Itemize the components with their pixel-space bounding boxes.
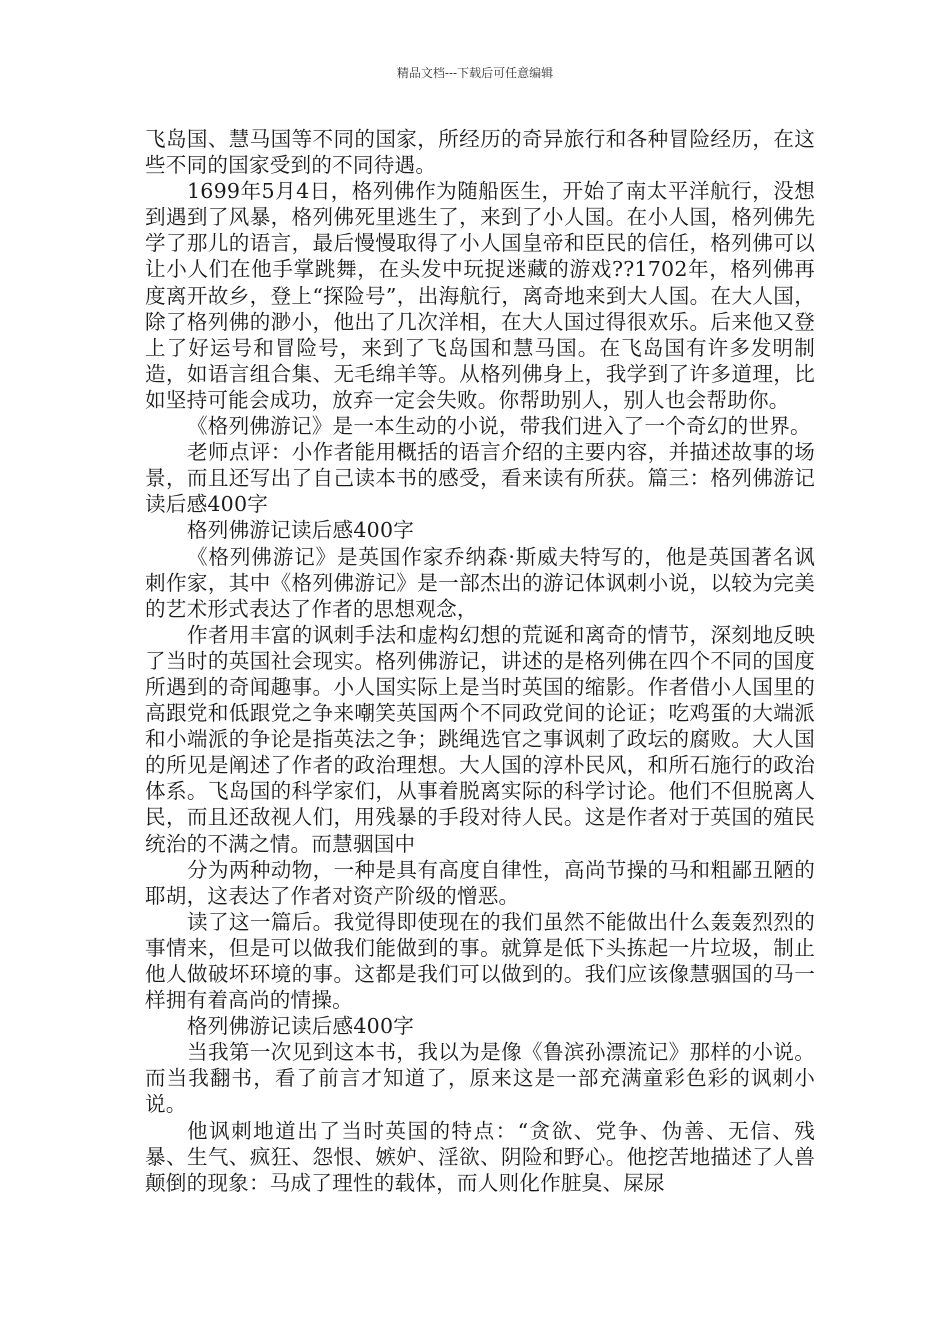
paragraph: 当我第一次见到这本书，我以为是像《鲁滨孙漂流记》那样的小说。而当我翻书，看了前言才知道了，原来这是一部充满童彩色彩的讽刺小说。 (145, 1040, 815, 1117)
section-heading: 格列佛游记读后感400字 (187, 1014, 415, 1039)
section-heading: 格列佛游记读后感400字 (187, 518, 415, 543)
paragraph: 《格列佛游记》是英国作家乔纳森·斯威夫特写的，他是英国著名讽刺作家，其中《格列佛游记》是一部杰出的游记体讽刺小说，以较为完美的艺术形式表达了作者的思想观念， (145, 544, 815, 621)
paragraph: 读了这一篇后。我觉得即使现在的我们虽然不能做出什么轰轰烈烈的事情来，但是可以做我们能做到的事。就算是低下头拣起一片垃圾，制止他人做破坏环境的事。这都是我们可以做到的。我们应该像慧骃国的马一样拥有着高尚的情操。 (145, 909, 815, 1013)
paragraph: 《格列佛游记》是一本生动的小说，带我们进入了一个奇幻的世界。 (187, 414, 811, 439)
paragraph: 分为两种动物，一种是具有高度自律性，高尚节操的马和粗鄙丑陋的耶胡，这表达了作者对资产阶级的憎恶。 (145, 857, 815, 908)
paragraph: 作者用丰富的讽刺手法和虚构幻想的荒诞和离奇的情节，深刻地反映了当时的英国社会现实。格列佛游记，讲述的是格列佛在四个不同的国度所遇到的奇闻趣事。小人国实际上是当时英国的缩影。作者借小人国里的高跟党和低跟党之争来嘲笑英国两个不同政党间的论证；吃鸡蛋的大端派和小端派的争论是指英法之争；跳绳选官之事讽刺了政坛的腐败。大人国的所见是阐述了作者的政治理想。大人国的淳朴民风，和所石施行的政治体系。飞岛国的科学家们，从事着脱离实际的科学讨论。他们不但脱离人民，而且还敌视人们，用残暴的手段对待人民。这是作者对于英国的殖民统治的不满之情。而慧骃国中 (145, 622, 815, 856)
paragraph: 飞岛国、慧马国等不同的国家，所经历的奇异旅行和各种冒险经历，在这些不同的国家受到的不同待遇。 (145, 127, 815, 178)
paragraph: 1699年5月4日，格列佛作为随船医生，开始了南太平洋航行，没想到遇到了风暴，格列佛死里逃生了，来到了小人国。在小人国，格列佛先学了那儿的语言，最后慢慢取得了小人国皇帝和臣民的信任，格列佛可以让小人们在他手掌跳舞，在头发中玩捉迷藏的游戏??1702年，格列佛再度离开故乡，登上“探险号”，出海航行，离奇地来到大人国。在大人国，除了格列佛的渺小，他出了几次洋相，在大人国过得很欢乐。后来他又登上了好运号和冒险号，来到了飞岛国和慧马国。在飞岛国有许多发明制造，如语言组合集、无毛绵羊等。从格列佛身上，我学到了许多道理，比如坚持可能会成功，放弃一定会失败。你帮助别人，别人也会帮助你。 (145, 179, 815, 412)
page-header: 精品文档---下载后可任意编辑 (396, 66, 554, 80)
paragraph: 老师点评：小作者能用概括的语言介绍的主要内容，并描述故事的场景，而且还写出了自己读本书的感受，看来读有所获。篇三：格列佛游记读后感400字 (145, 440, 815, 517)
document-body (145, 126, 815, 1196)
paragraph: 他讽刺地道出了当时英国的特点：“贪欲、党争、伪善、无信、残暴、生气、疯狂、怨恨、嫉妒、淫欲、阴险和野心。他挖苦地描述了人兽颠倒的现象：马成了理性的载体，而人则化作脏臭、屎尿 (145, 1118, 815, 1195)
